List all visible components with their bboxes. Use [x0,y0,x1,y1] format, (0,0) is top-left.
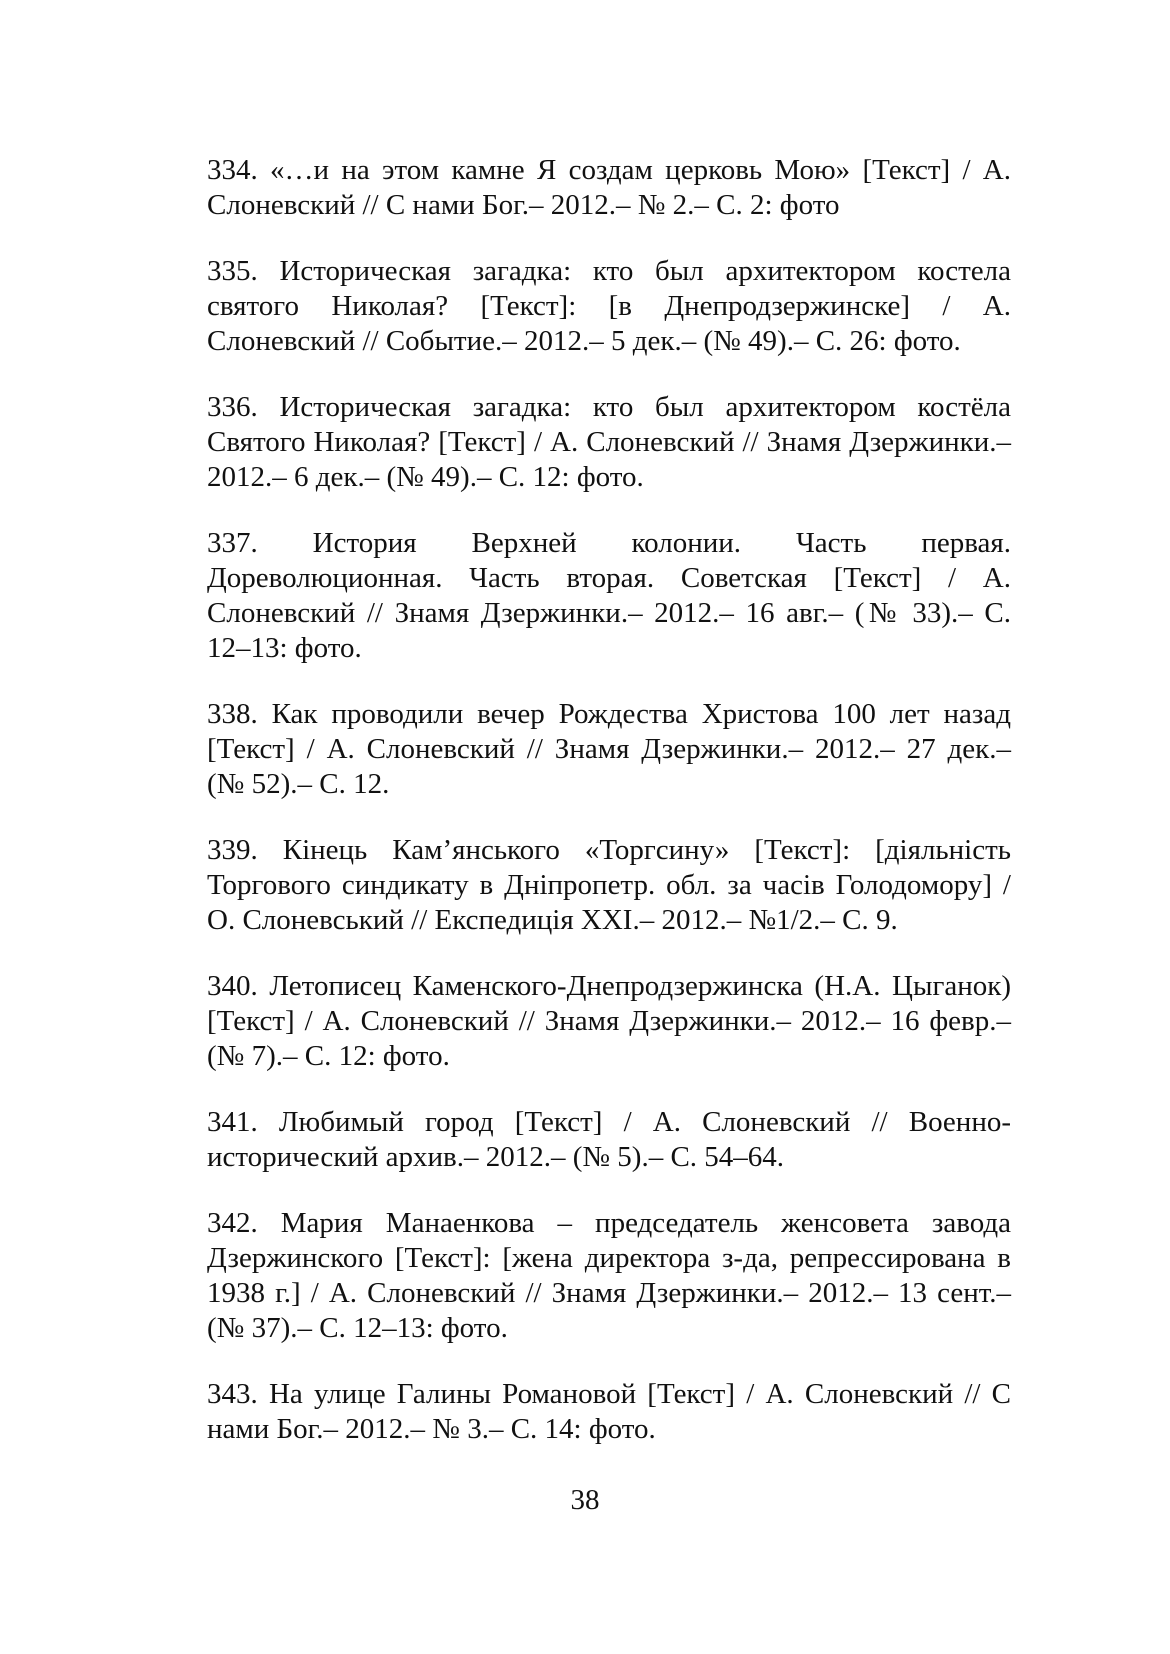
bibliography-entry: 339. Кінець Кам’янського «Торгсину» [Текст]: [діяльність Торгового синдикату в Дніпропетр. обл. за часів Голодомору] / О. Слоневський // Експедиція XXI.– 2012.– №1/2.– С. 9. [207,834,1011,936]
bibliography-entry: 334. «…и на этом камне Я создам церковь Мою» [Текст] / А. Слоневский // С нами Бог.– 2012.– № 2.– С. 2: фото [207,154,1011,221]
bibliography-entry: 337. История Верхней колонии. Часть первая. Дореволюционная. Часть вторая. Советская [Текст] / А. Слоневский // Знамя Дзержинки.– 2012.– 16 авг.– (№ 33).– С. 12–13: фото. [207,527,1011,664]
bibliography-entry: 343. На улице Галины Романовой [Текст] / А. Слоневский // С нами Бог.– 2012.– № 3.– С. 14: фото. [207,1378,1011,1445]
bibliography-entry: 338. Как проводили вечер Рождества Христова 100 лет назад [Текст] / А. Слоневский // Знамя Дзержинки.– 2012.– 27 дек.– (№ 52).– С. 12. [207,698,1011,800]
bibliography-entry: 336. Историческая загадка: кто был архитектором костёла Святого Николая? [Текст] / А. Слоневский // Знамя Дзержинки.– 2012.– 6 дек.– (№ 49).– С. 12: фото. [207,391,1011,493]
bibliography-entry: 341. Любимый город [Текст] / А. Слоневский // Военно-исторический архив.– 2012.– (№ 5).– С. 54–64. [207,1106,1011,1173]
bibliography-entry: 340. Летописец Каменского-Днепродзержинска (Н.А. Цыганок) [Текст] / А. Слоневский // Знамя Дзержинки.– 2012.– 16 февр.– (№ 7).– С. 12: фото. [207,970,1011,1072]
page-number: 38 [570,1484,600,1516]
bibliography-entry: 342. Мария Манаенкова – председатель женсовета завода Дзержинского [Текст]: [жена директора з-да, репрессирована в 1938 г.] / А. Слоневский // Знамя Дзержинки.– 2012.– 13 сент.– (№ 37).– С. 12–13: фото. [207,1207,1011,1344]
bibliography-list [207,153,1011,1478]
bibliography-entry: 335. Историческая загадка: кто был архитектором костела святого Николая? [Текст]: [в Днепродзержинске] / А. Слоневский // Событие.– 2012.– 5 дек.– (№ 49).– С. 26: фото. [207,255,1011,357]
